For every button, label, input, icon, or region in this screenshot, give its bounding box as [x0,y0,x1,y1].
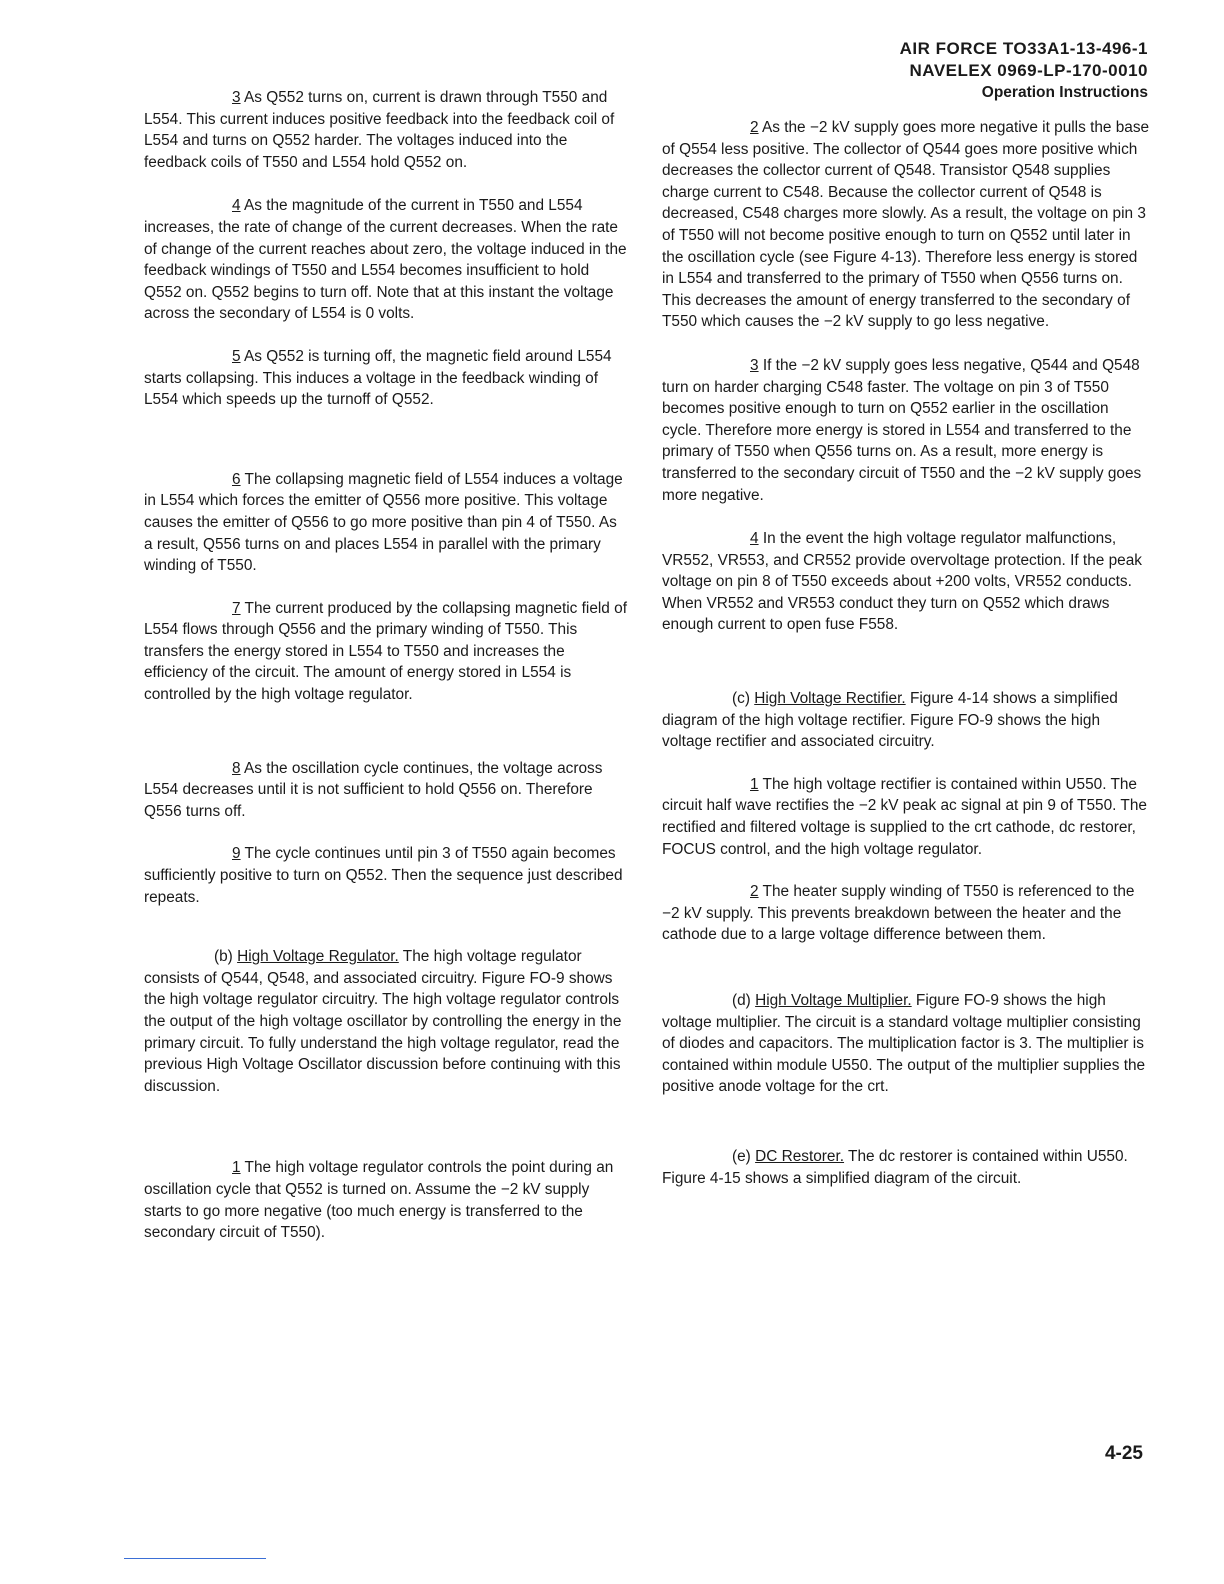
paragraph-regulator-step-4: 4 In the event the high voltage regulator malfunctions, VR552, VR553, and CR552 provide overvoltage protection. If the peak voltage on pin 8 of T550 exceeds about +200 volts, VR552 conducts. When VR552 and VR553 conduct they turn on Q552 which draws enough current to open fuse F558. [662,530,1142,634]
paragraph-step-7: 7 The current produced by the collapsing magnetic field of L554 flows through Q556 and the primary winding of T550. This transfers the energy stored in L554 to T550 and increases the efficiency of the circuit. The amount of energy stored in L554 is controlled by the high voltage regulator. [144,599,627,704]
section-title-high-voltage-regulator: High Voltage Regulator. [237,948,399,966]
paragraph-high-voltage-rectifier: (c) High Voltage Rectifier. Figure 4-14 shows a simplified diagram of the high voltage rectifier. Figure FO-9 shows the high voltage rectifier and associated circuitry. [662,690,1118,751]
header-line-navelex: NAVELEX 0969-LP-170-0010 [909,61,1148,80]
paragraph-high-voltage-multiplier: (d) High Voltage Multiplier. Figure FO-9 shows the high voltage multiplier. The circuit is a standard voltage multiplier consisting of diodes and capacitors. The multiplication factor is 3. The multiplier is contained within module U550. The output of the multiplier supplies the positive anode voltage for the crt. [662,992,1146,1096]
paragraph-step-4: 4 As the magnitude of the current in T550 and L554 increases, the rate of change of the current decreases. When the rate of change of the current reaches about zero, the voltage induced in the feedback windings of T550 and L554 becomes insufficient to hold Q552 on. Q552 begins to turn off. Note that at this instant the voltage across the secondary of L554 is 0 volts. [144,197,627,323]
paragraph-rectifier-step-1: 1 The high voltage rectifier is contained within U550. The circuit half wave rectifies the −2 kV peak ac signal at pin 9 of T550. The rectified and filtered voltage is supplied to the crt cathode, dc restorer, FOCUS control, and the high voltage regulator. [662,775,1147,858]
footer-rule [124,1558,266,1559]
left-column [144,87,628,1244]
header-line-air-force: AIR FORCE TO33A1-13-496-1 [899,39,1148,58]
page-number: 4-25 [1104,1443,1143,1464]
paragraph-high-voltage-regulator: (b) High Voltage Regulator. The high voltage regulator consists of Q544, Q548, and associated circuitry. Figure FO-9 shows the high voltage regulator circuitry. The high voltage regulator controls the output of the high voltage oscillator by controlling the energy in the primary circuit. To fully understand the high voltage regulator, read the previous High Voltage Oscillator discussion before continuing with this discussion. [144,948,622,1095]
paragraph-step-6: 6 The collapsing magnetic field of L554 induces a voltage in L554 which forces the emitter of Q556 more positive. This voltage causes the emitter of Q556 to go more positive than pin 4 of T550. As a result, Q556 turns on and places L554 in parallel with the primary winding of T550. [144,470,623,575]
paragraph-step-9: 9 The cycle continues until pin 3 of T550 again becomes sufficiently positive to turn on Q552. Then the sequence just described repeats. [144,845,623,906]
paragraph-regulator-step-2: 2 As the −2 kV supply goes more negative it pulls the base of Q554 less positive. The collector of Q544 goes more positive which decreases the collector current of Q548. Transistor Q548 supplies charge current to C548. Because the collector current of Q548 is decreased, C548 charges more slowly. As a result, the voltage on pin 3 of T550 will not become positive enough to turn on Q552 until later in the oscillation cycle (see Figure 4-13). Therefore less energy is stored in L554 and transferred to the primary of T550 when Q556 turns on. This decreases the amount of energy transferred to the secondary of T550 which causes the −2 kV supply to go less negative. [662,119,1150,331]
section-title-high-voltage-rectifier: High Voltage Rectifier. [754,690,906,708]
paragraph-step-8: 8 As the oscillation cycle continues, the voltage across L554 decreases until it is not sufficient to hold Q556 on. Therefore Q556 turns off. [144,759,603,820]
right-column [662,117,1150,1189]
paragraph-regulator-step-3: 3 If the −2 kV supply goes less negative, Q544 and Q548 turn on harder charging C548 faster. The voltage on pin 3 of T550 becomes positive enough to turn on Q552 earlier in the oscillation cycle. Therefore more energy is stored in L554 and transferred to the primary of T550 when Q556 turns on. As a result, more energy is transferred to the secondary circuit of T550 and the −2 kV supply goes more negative. [662,356,1142,504]
paragraph-regulator-step-1: 1 The high voltage regulator controls the point during an oscillation cycle that Q552 is turned on. Assume the −2 kV supply starts to go more negative (too much energy is transferred to the secondary circuit of T550). [144,1159,614,1242]
paragraph-dc-restorer: (e) DC Restorer. The dc restorer is contained within U550. Figure 4-15 shows a simplified diagram of the circuit. [662,1147,1128,1187]
paragraph-rectifier-step-2: 2 The heater supply winding of T550 is referenced to the −2 kV supply. This prevents breakdown between the heater and the cathode due to a large voltage difference between them. [662,883,1135,944]
page-header [728,38,1148,104]
section-title-high-voltage-multiplier: High Voltage Multiplier. [755,992,912,1009]
paragraph-step-5: 5 As Q552 is turning off, the magnetic field around L554 starts collapsing. This induces a voltage in the feedback winding of L554 which speeds up the turnoff of Q552. [144,347,612,409]
header-line-section: Operation Instructions [981,84,1148,101]
section-title-dc-restorer: DC Restorer. [755,1147,845,1165]
paragraph-step-3: 3 As Q552 turns on, current is drawn through T550 and L554. This current induces positive feedback into the feedback coil of L554 and turns on Q552 harder. The voltages induced into the feedback coils of T550 and L554 hold Q552 on. [144,89,615,171]
